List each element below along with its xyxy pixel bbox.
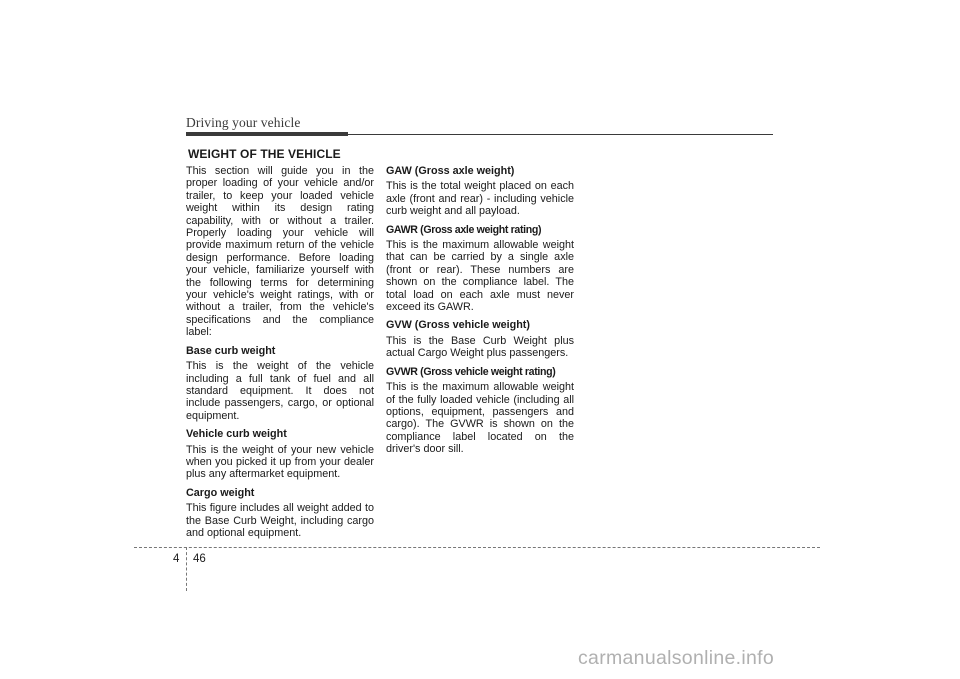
definition-base-curb-weight: This is the weight of the vehicle including a full tank of fuel and all standard equipment. It does not include passengers, cargo, or optional equipment. (186, 360, 374, 422)
section-heading: WEIGHT OF THE VEHICLE (188, 147, 341, 161)
term-gaw: GAW (Gross axle weight) (386, 165, 515, 177)
definition-vehicle-curb-weight: This is the weight of your new vehicle when you picked it up from your dealer plus any aftermarket equipment. (186, 443, 374, 481)
chapter-number: 4 (173, 553, 180, 565)
term-base-curb-weight: Base curb weight (186, 344, 276, 357)
watermark-text: carmanualsonline.info (578, 647, 774, 669)
definition-gaw: This is the total weight placed on each axle (front and rear) - including vehicle curb weight and all payload. (386, 180, 574, 218)
definition-gawr: This is the maximum allowable weight that can be carried by a single axle (front or rear). These numbers are shown on the compliance label. The total load on each axle must never exceed its GAWR. (386, 239, 574, 314)
footer-dashed-rule (134, 547, 820, 548)
term-gawr: GAWR (Gross axle weight rating) (386, 223, 542, 236)
definition-gvw: This is the Base Curb Weight plus actual Cargo Weight plus passengers. (386, 334, 574, 360)
term-vehicle-curb-weight: Vehicle curb weight (186, 428, 287, 441)
right-column (386, 165, 574, 456)
running-header-title: Driving your vehicle (186, 115, 301, 130)
header-rule-thin (348, 134, 773, 135)
term-gvw: GVW (Gross vehicle weight) (386, 319, 530, 332)
left-column (186, 165, 374, 539)
footer-dashed-divider (186, 547, 187, 591)
term-gvwr: GVWR (Gross vehicle weight rating) (386, 365, 556, 378)
definition-gvwr: This is the maximum allowable weight of the fully loaded vehicle (including all options, equipment, passengers and cargo). The GVWR is shown on the compliance label located on the driver's door sill. (386, 381, 574, 456)
intro-paragraph: This section will guide you in the proper loading of your vehicle and/or trailer, to keep your loaded vehicle weight within its design rating capability, with or without a trailer. Properly loading your vehicle will provide maximum return of the vehicle design performance. Before loading your vehicle, familiarize yourself with the following terms for determining your vehicle's weight ratings, with or without a trailer, from the vehicle's specifications and the compliance label: (186, 165, 374, 339)
definition-cargo-weight: This figure includes all weight added to the Base Curb Weight, including cargo and optional equipment. (186, 502, 374, 539)
page-number: 46 (193, 553, 206, 565)
header-rule-thick (186, 132, 348, 136)
term-cargo-weight: Cargo weight (186, 486, 255, 499)
